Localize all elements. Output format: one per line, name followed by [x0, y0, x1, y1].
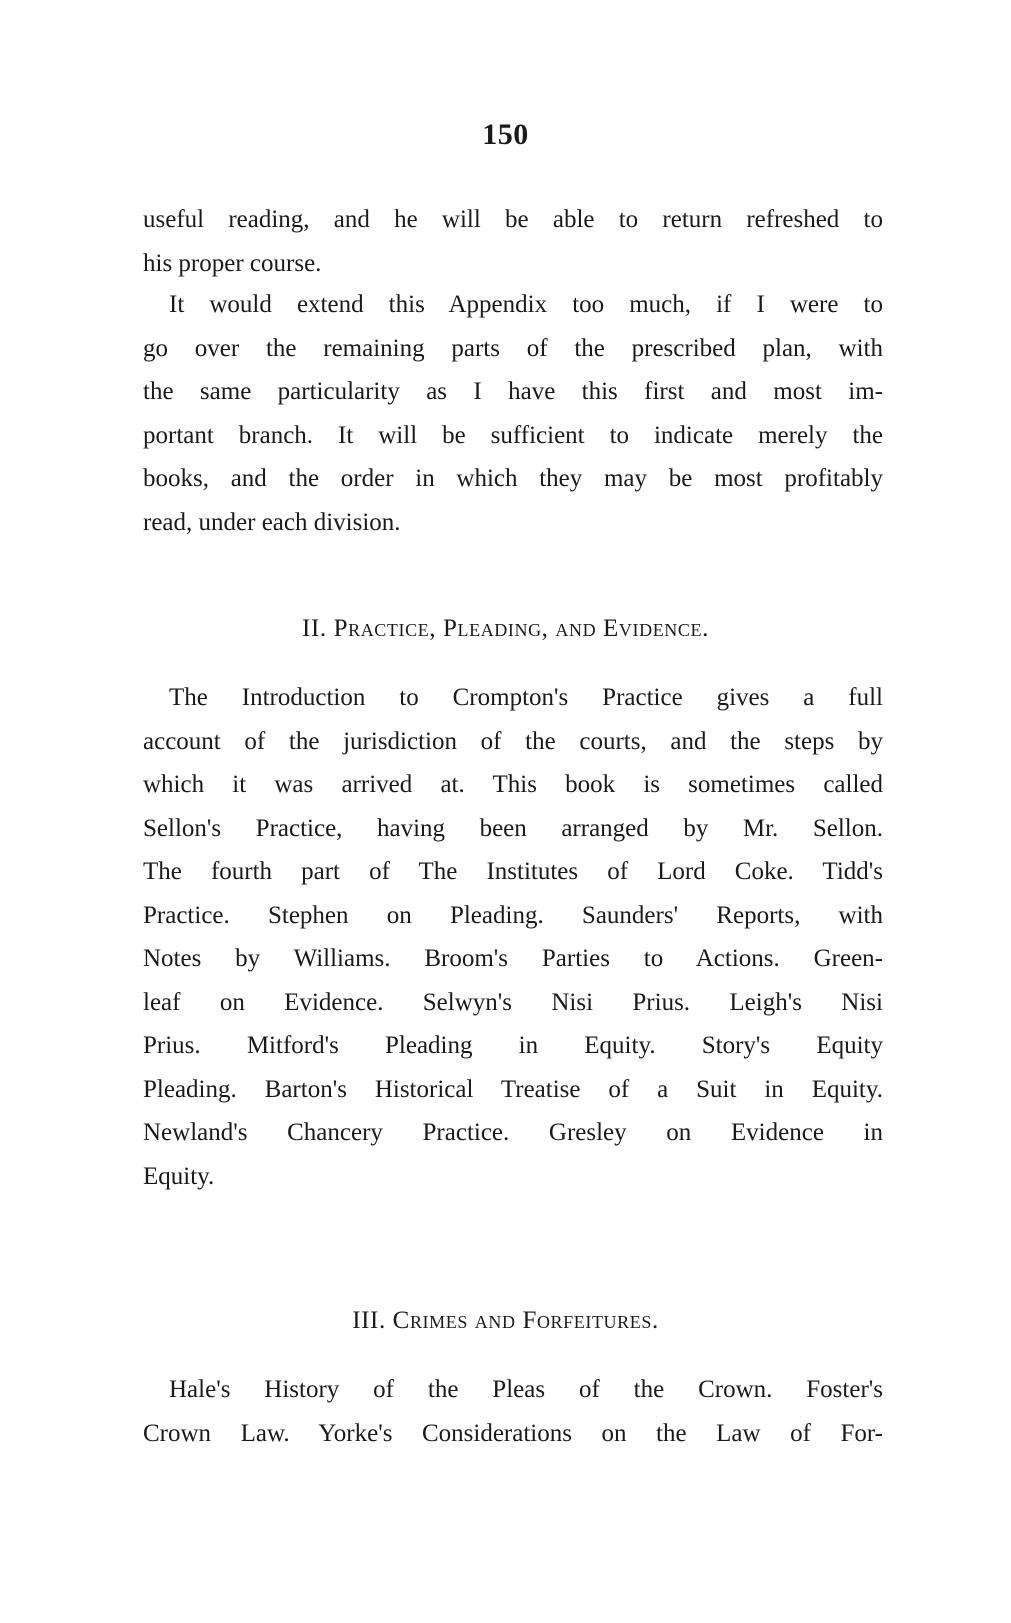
- text-line: Crown Law. Yorke's Considerations on the Law of For-: [143, 1419, 883, 1447]
- section-heading-text: III. Crimes and Forfeitures.: [352, 1307, 659, 1334]
- continuation-paragraph: [143, 198, 883, 285]
- text-line: portant branch. It will be sufficient to indicate merely the: [143, 421, 883, 449]
- text-line: his proper course.: [143, 249, 322, 277]
- text-line: The fourth part of The Institutes of Lord Coke. Tidd's: [143, 858, 883, 885]
- text-line: read, under each division.: [143, 508, 401, 536]
- text-line: which it was arrived at. This book is sometimes called: [143, 771, 883, 798]
- text-line: account of the jurisdiction of the courts, and the steps by: [143, 727, 883, 755]
- section-heading-text: II. Practice, Pleading, and Evidence.: [302, 615, 709, 642]
- page-number: 150: [482, 118, 529, 151]
- crimes-paragraph: [143, 1368, 883, 1455]
- section-heading-practice: [0, 615, 1011, 643]
- text-line: Equity.: [143, 1162, 215, 1190]
- text-line: go over the remaining parts of the prescribed plan, with: [143, 334, 883, 362]
- text-line: Newland's Chancery Practice. Gresley on Evidence in: [143, 1119, 883, 1146]
- text-line: Hale's History of the Pleas of the Crown. Foster's: [169, 1376, 883, 1403]
- text-line: leaf on Evidence. Selwyn's Nisi Prius. Leigh's Nisi: [143, 988, 883, 1016]
- text-line: useful reading, and he will be able to return refreshed to: [143, 206, 883, 233]
- text-line: books, and the order in which they may be most profitably: [143, 465, 883, 492]
- text-line: It would extend this Appendix too much, if I were to: [169, 291, 883, 318]
- text-line: The Introduction to Crompton's Practice gives a full: [169, 684, 883, 711]
- text-line: the same particularity as I have this first and most im-: [143, 378, 883, 405]
- appendix-paragraph: [143, 283, 883, 544]
- text-line: Prius. Mitford's Pleading in Equity. Story's Equity: [143, 1032, 883, 1059]
- text-line: Sellon's Practice, having been arranged by Mr. Sellon.: [143, 814, 883, 842]
- text-line: Notes by Williams. Broom's Parties to Actions. Green-: [143, 945, 883, 972]
- text-line: Pleading. Barton's Historical Treatise of a Suit in Equity.: [143, 1075, 883, 1103]
- practice-paragraph: [143, 676, 883, 1198]
- text-line: Practice. Stephen on Pleading. Saunders' Reports, with: [143, 901, 883, 929]
- section-heading-crimes: [0, 1307, 1011, 1335]
